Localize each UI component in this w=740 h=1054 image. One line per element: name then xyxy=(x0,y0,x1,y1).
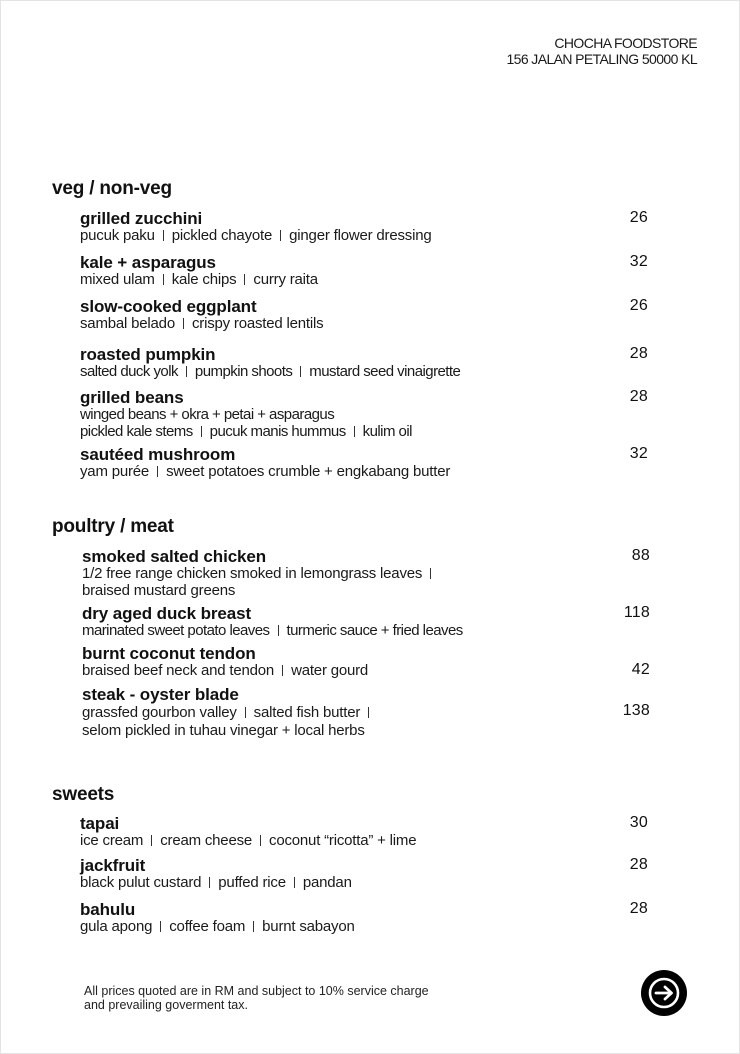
menu-item xyxy=(80,254,650,289)
description-line xyxy=(80,464,650,481)
description-segment: pucuk paku xyxy=(80,227,155,244)
footer-line: All prices quoted are in RM and subject to 10% service charge xyxy=(84,984,429,998)
description-segment: yam purée xyxy=(80,463,150,480)
description-segment: winged beans + okra + petai + asparagus xyxy=(80,406,335,423)
description-segment: turmeric sauce + fried leaves xyxy=(286,622,463,639)
item-description xyxy=(80,833,650,850)
separator-bar xyxy=(163,274,164,285)
separator-bar xyxy=(430,568,431,579)
section-title-poultry-meat: poultry / meat xyxy=(52,516,174,537)
item-name: steak - oyster blade xyxy=(82,685,239,704)
item-name: dry aged duck breast xyxy=(82,604,252,623)
description-segment: salted fish butter xyxy=(253,704,361,721)
menu-item xyxy=(80,901,650,936)
footer-line: and prevailing goverment tax. xyxy=(84,998,248,1012)
separator-bar xyxy=(245,707,246,718)
item-name: kale + asparagus xyxy=(80,253,216,272)
menu-item xyxy=(82,548,652,599)
description-segment: puffed rice xyxy=(218,874,286,891)
description-line xyxy=(80,272,650,289)
description-segment: coconut “ricotta” + lime xyxy=(269,832,417,849)
item-price: 88 xyxy=(631,547,650,564)
menu-item xyxy=(82,645,652,680)
menu-item xyxy=(82,605,652,640)
description-segment: curry raita xyxy=(253,271,318,288)
description-segment: pickled chayote xyxy=(171,227,273,244)
store-name: CHOCHA FOODSTORE xyxy=(554,35,697,51)
separator-bar xyxy=(278,625,279,636)
item-price: 42 xyxy=(631,661,650,678)
description-segment: cream cheese xyxy=(160,832,253,849)
description-segment: mustard seed vinaigrette xyxy=(309,363,461,380)
description-segment: mixed ulam xyxy=(80,271,155,288)
item-description xyxy=(80,407,650,440)
separator-bar xyxy=(368,707,369,718)
item-description xyxy=(82,704,652,740)
item-description xyxy=(82,623,652,640)
item-description xyxy=(80,272,650,289)
item-description xyxy=(82,566,652,599)
description-segment: pandan xyxy=(302,874,352,891)
menu-item xyxy=(80,389,650,440)
description-segment: crispy roasted lentils xyxy=(191,315,324,332)
description-line xyxy=(80,875,650,892)
description-segment: sambal belado xyxy=(80,315,175,332)
right-arrow-icon xyxy=(647,976,681,1010)
separator-bar xyxy=(300,366,301,377)
item-price: 28 xyxy=(629,900,648,917)
section-title-sweets: sweets xyxy=(52,784,115,805)
description-line xyxy=(80,919,650,936)
separator-bar xyxy=(186,366,187,377)
separator-bar xyxy=(280,230,281,241)
next-page-button[interactable] xyxy=(641,970,687,1016)
separator-bar xyxy=(160,921,161,932)
item-price: 138 xyxy=(622,702,650,719)
item-description xyxy=(80,364,650,381)
footer-note xyxy=(84,984,429,1012)
separator-bar xyxy=(294,877,295,888)
item-description xyxy=(80,875,650,892)
description-line xyxy=(80,833,650,850)
separator-bar xyxy=(183,318,184,329)
description-line xyxy=(82,623,652,640)
item-description xyxy=(80,464,650,481)
item-price: 26 xyxy=(629,297,648,314)
description-segment: kale chips xyxy=(171,271,237,288)
description-segment: pickled kale stems xyxy=(80,422,193,440)
item-description xyxy=(80,228,650,245)
description-segment: pumpkin shoots xyxy=(194,363,293,380)
description-segment: black pulut custard xyxy=(80,874,202,891)
separator-bar xyxy=(354,426,355,437)
menu-item xyxy=(80,857,650,892)
separator-bar xyxy=(260,835,261,846)
description-line xyxy=(82,566,652,583)
item-description xyxy=(82,663,652,680)
description-line xyxy=(82,722,652,740)
separator-bar xyxy=(201,426,202,437)
description-line xyxy=(80,228,650,245)
description-segment: ginger flower dressing xyxy=(289,227,432,244)
description-segment: braised beef neck and tendon xyxy=(82,662,275,679)
menu-item xyxy=(80,446,650,481)
item-price: 30 xyxy=(629,814,648,831)
description-segment: braised mustard greens xyxy=(82,581,236,599)
item-name: slow-cooked eggplant xyxy=(80,297,257,316)
description-segment: kulim oil xyxy=(362,422,412,440)
store-header xyxy=(506,35,697,67)
item-price: 26 xyxy=(629,209,648,226)
description-line xyxy=(80,407,650,424)
description-line xyxy=(80,364,650,381)
description-segment: water gourd xyxy=(291,662,369,679)
description-line xyxy=(82,583,652,600)
item-name: tapai xyxy=(80,814,120,833)
item-name: burnt coconut tendon xyxy=(82,644,256,663)
description-segment: burnt sabayon xyxy=(262,918,355,935)
separator-bar xyxy=(209,877,210,888)
description-line xyxy=(82,704,652,722)
store-address: 156 JALAN PETALING 50000 KL xyxy=(506,51,697,67)
item-description xyxy=(80,919,650,936)
item-price: 118 xyxy=(623,604,650,621)
item-price: 28 xyxy=(629,388,648,405)
item-price: 28 xyxy=(629,345,648,362)
separator-bar xyxy=(253,921,254,932)
description-segment: coffee foam xyxy=(169,918,246,935)
menu-item xyxy=(80,210,650,245)
separator-bar xyxy=(163,230,164,241)
item-name: grilled zucchini xyxy=(80,209,203,228)
description-line xyxy=(80,316,650,333)
menu-item xyxy=(80,346,650,381)
description-segment: ice cream xyxy=(80,832,144,849)
description-segment: marinated sweet potato leaves xyxy=(82,622,270,639)
item-description xyxy=(80,316,650,333)
separator-bar xyxy=(282,665,283,676)
description-segment: selom pickled in tuhau vinegar + local herbs xyxy=(82,722,365,739)
item-name: roasted pumpkin xyxy=(80,345,216,364)
item-price: 32 xyxy=(629,253,648,270)
item-name: sautéed mushroom xyxy=(80,445,236,464)
item-name: bahulu xyxy=(80,900,136,919)
menu-item xyxy=(80,815,650,850)
description-line xyxy=(80,424,650,441)
description-line xyxy=(82,663,652,680)
description-segment: grassfed gourbon valley xyxy=(82,704,237,721)
description-segment: sweet potatoes crumble + engkabang butter xyxy=(166,463,451,480)
item-name: grilled beans xyxy=(80,388,184,407)
section-title-veg: veg / non-veg xyxy=(52,178,172,199)
item-price: 28 xyxy=(629,856,648,873)
item-name: jackfruit xyxy=(80,856,146,875)
description-segment: pucuk manis hummus xyxy=(209,422,346,440)
separator-bar xyxy=(151,835,152,846)
menu-item xyxy=(80,298,650,333)
item-price: 32 xyxy=(629,445,648,462)
menu-item xyxy=(82,686,652,740)
separator-bar xyxy=(157,466,158,477)
item-name: smoked salted chicken xyxy=(82,547,267,566)
description-segment: 1/2 free range chicken smoked in lemongrass leaves xyxy=(82,565,423,582)
separator-bar xyxy=(244,274,245,285)
description-segment: salted duck yolk xyxy=(80,363,178,380)
description-segment: gula apong xyxy=(80,918,153,935)
